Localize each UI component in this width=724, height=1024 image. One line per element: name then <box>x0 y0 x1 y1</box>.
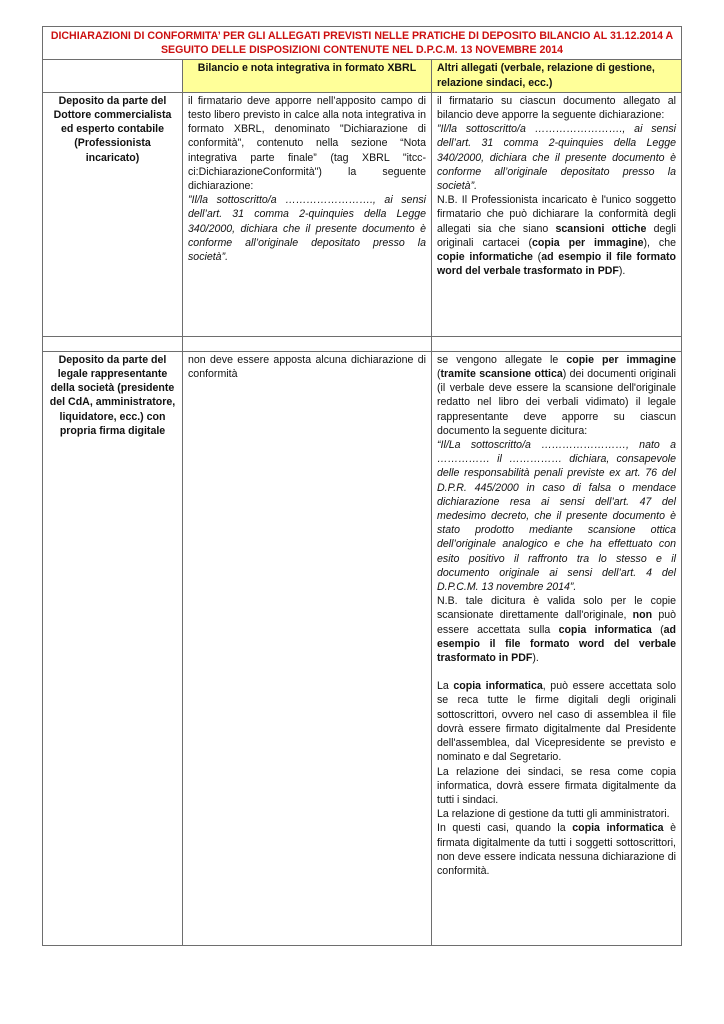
xbrl-instructions: il firmatario deve apporre nell’apposito campo di testo libero previsto in calce alla nota integrativa in formato XBRL, denominato "Dichiarazione di conformità", contenuto nella sezione “Nota integrativa parte finale” (tag XBRL "itcc-ci:DichiarazioneConformità") la seguente dichiarazione: <box>188 94 426 193</box>
auditors-report-paragraph: La relazione dei sindaci, se resa come copia informatica, dovrà essere firmata digitalmente da tutti i sindaci. <box>437 765 676 806</box>
spacer-cell <box>43 336 183 351</box>
spacer-cell <box>183 336 432 351</box>
no-declaration-text: non deve essere apposta alcuna dichiarazione di conformità <box>188 353 426 381</box>
xbrl-declaration-quote: ”Il/la sottoscritto/a ……………………., ai sensi dell’art. 31 comma 2-quinquies della Legge 340/2000, dichiara che il presente documento è conforme all’originale depositato presso la società”. <box>188 194 426 264</box>
header-xbrl: Bilancio e nota integrativa in formato XBRL <box>183 60 432 92</box>
spacer-cell <box>432 336 682 351</box>
header-empty-cell <box>43 60 183 92</box>
document-title: DICHIARAZIONI DI CONFORMITA’ PER GLI ALLEGATI PREVISTI NELLE PRATICHE DI DEPOSITO BILANCIO AL 31.12.2014 A SEGUITO DELLE DISPOSIZIONI CONTENUTE NEL D.P.C.M. 13 NOVEMBRE 2014 <box>43 27 682 60</box>
conformity-table <box>42 26 682 946</box>
other-instructions: il firmatario su ciascun documento allegato al bilancio deve apporre la seguente dichiarazione: <box>437 94 676 122</box>
cell-legal-xbrl <box>183 351 432 945</box>
header-other-attachments: Altri allegati (verbale, relazione di gestione, relazione sindaci, ecc.) <box>432 60 682 92</box>
blank-line <box>437 665 676 679</box>
closing-paragraph: In questi casi, quando la copia informatica è firmata digitalmente da tutti i soggetti sottoscrittori, non deve essere indicata nessuna dichiarazione di conformità. <box>437 822 677 877</box>
scan-declaration-quote: “Il/La sottoscritto/a ……………………, nato a …………… il …………… dichiara, consapevole delle responsabilità penali previste ex art. 76 del D.P.R. 445/2000 in caso di falsa o mendace dichiarazione resa ai sensi dell’art. 47 del medesimo decreto, che il presente documento è stato prodotto mediante scansione ottica dell’originale analogico e che ha effettuato con esito positivo il raffronto tra lo stesso e il documento originale ai sensi dell’art. 4 del D.P.C.M. 13 novembre 2014”. <box>437 439 676 594</box>
other-declaration-quote: ”Il/la sottoscritto/a ……………………., ai sensi dell’art. 31 comma 2-quinquies della Legge 340/2000, dichiara che il presente documento è conforme all’originale depositato presso la società”. <box>437 123 676 193</box>
legal-nb-note: N.B. tale dicitura è valida solo per le copie scansionate direttamente dall'originale, non può essere accettata sulla copia informatica (ad esempio il file formato word del verbale trasformato in PDF). <box>437 595 676 665</box>
cell-legal-other <box>432 351 682 945</box>
row-head-legal-representative: Deposito da parte del legale rappresentante della società (presidente del CdA, amministratore, liquidatore, ecc.) con propria firma digitale <box>43 351 183 945</box>
management-report-paragraph: La relazione di gestione da tutti gli amministratori. <box>437 808 670 821</box>
digital-copy-paragraph: La copia informatica, può essere accettata solo se reca tutte le firme digitali degli originali sottoscrittori, ovvero nel caso di assemblea il file dovrà essere firmato digitalmente dal Presidente dell'assemblea, dal Vicepresidente se previsto e nominato e dal Segretario. <box>437 680 676 764</box>
cell-professional-xbrl <box>183 92 432 336</box>
row-head-professional: Deposito da parte del Dottore commercialista ed esperto contabile (Professionista incaricato) <box>43 92 183 336</box>
cell-professional-other <box>432 92 682 336</box>
scan-instructions: se vengono allegate le copie per immagine (tramite scansione ottica) dei documenti originali (il verbale deve essere la scansione dell'originale redatto nel libro dei verbali vidimato) il legale rappresentante deve apporre su ciascun documento la seguente dicitura: <box>437 353 676 437</box>
professional-nb-note: N.B. Il Professionista incaricato è l'unico soggetto firmatario che può dichiarare la conformità degli allegati sia che siano scansioni ottiche degli originali cartacei (copia per immagine), che copie informatiche (ad esempio il file formato word del verbale trasformato in PDF). <box>437 194 676 278</box>
